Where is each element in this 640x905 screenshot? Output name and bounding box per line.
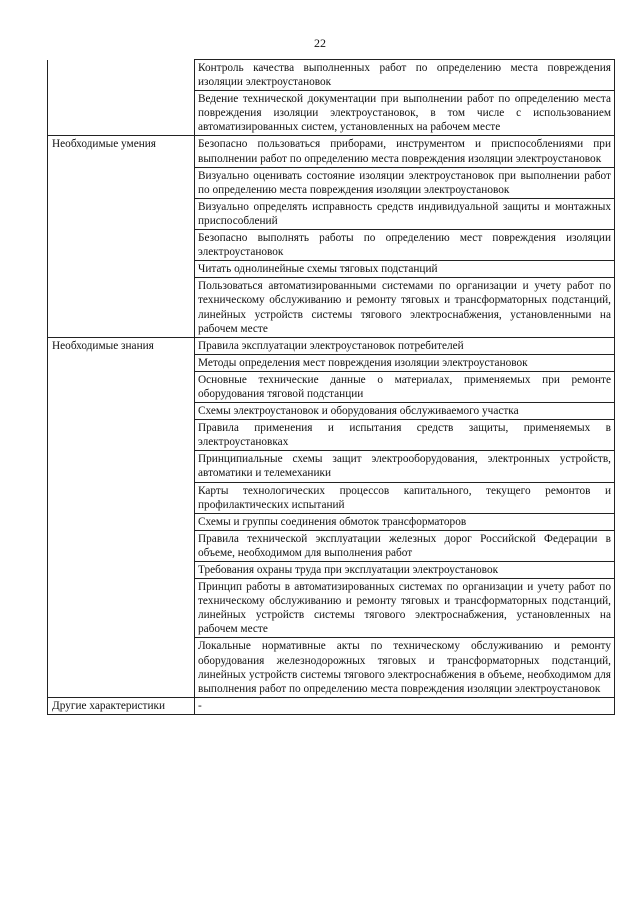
competency-table	[47, 59, 615, 715]
requirement-item: Принцип работы в автоматизированных системах по организации и учету работ по техническому обслуживанию и ремонту тяговых и трансформаторных подстанций, линейных устройств системы тягового электроснабжения, установленных на рабочем месте	[195, 579, 615, 638]
competency-table-body	[48, 60, 615, 715]
requirement-item: Читать однолинейные схемы тяговых подстанций	[195, 261, 615, 278]
table-row	[48, 60, 615, 91]
requirement-item: Правила технической эксплуатации железных дорог Российской Федерации в объеме, необходимом для выполнения работ	[195, 530, 615, 561]
requirement-item: Основные технические данные о материалах, применяемых при ремонте оборудования тяговой подстанции	[195, 371, 615, 402]
section-label: Необходимые умения	[48, 136, 195, 337]
requirement-item: Методы определения мест повреждения изоляции электроустановок	[195, 354, 615, 371]
requirement-item: Ведение технической документации при выполнении работ по определению места повреждения изоляции электроустановок, в том числе с использованием автоматизированных систем, установленных на рабочем месте	[195, 91, 615, 136]
requirement-item: Пользоваться автоматизированными системами по организации и учету работ по техническому обслуживанию и ремонту тяговых и трансформаторных подстанций, линейных устройств системы тягового электроснабжения, установленными на рабочем месте	[195, 278, 615, 337]
requirement-item: Контроль качества выполненных работ по определению места повреждения изоляции электроустановок	[195, 60, 615, 91]
requirement-item: Правила эксплуатации электроустановок потребителей	[195, 337, 615, 354]
table-row	[48, 136, 615, 167]
requirement-item: Схемы электроустановок и оборудования обслуживаемого участка	[195, 403, 615, 420]
requirement-item: Карты технологических процессов капитального, текущего ремонтов и профилактических испытаний	[195, 482, 615, 513]
table-row	[48, 697, 615, 714]
section-label: Другие характеристики	[48, 697, 195, 714]
requirement-item: Принципиальные схемы защит электрооборудования, электронных устройств, автоматики и телемеханики	[195, 451, 615, 482]
requirement-item: -	[195, 697, 615, 714]
table-row	[48, 337, 615, 354]
requirement-item: Требования охраны труда при эксплуатации электроустановок	[195, 562, 615, 579]
requirement-item: Визуально оценивать состояние изоляции электроустановок при выполнении работ по определению места повреждения изоляции электроустановок	[195, 167, 615, 198]
requirement-item: Локальные нормативные акты по техническому обслуживанию и ремонту оборудования железнодорожных тяговых и трансформаторных подстанций, линейных устройств системы тягового электроснабжения в объеме, необходимом для выполнения работ по определению места повреждения изоляции электроустановок	[195, 638, 615, 697]
section-label	[48, 60, 195, 136]
requirement-item: Безопасно выполнять работы по определению мест повреждения изоляции электроустановок	[195, 230, 615, 261]
requirement-item: Визуально определять исправность средств индивидуальной защиты и монтажных приспособлений	[195, 198, 615, 229]
section-label: Необходимые знания	[48, 337, 195, 697]
page-number: 22	[314, 36, 326, 50]
requirement-item: Правила применения и испытания средств защиты, применяемых в электроустановках	[195, 420, 615, 451]
requirement-item: Безопасно пользоваться приборами, инструментом и приспособлениями при выполнении работ по определению места повреждения изоляции электроустановок	[195, 136, 615, 167]
requirement-item: Схемы и группы соединения обмоток трансформаторов	[195, 513, 615, 530]
